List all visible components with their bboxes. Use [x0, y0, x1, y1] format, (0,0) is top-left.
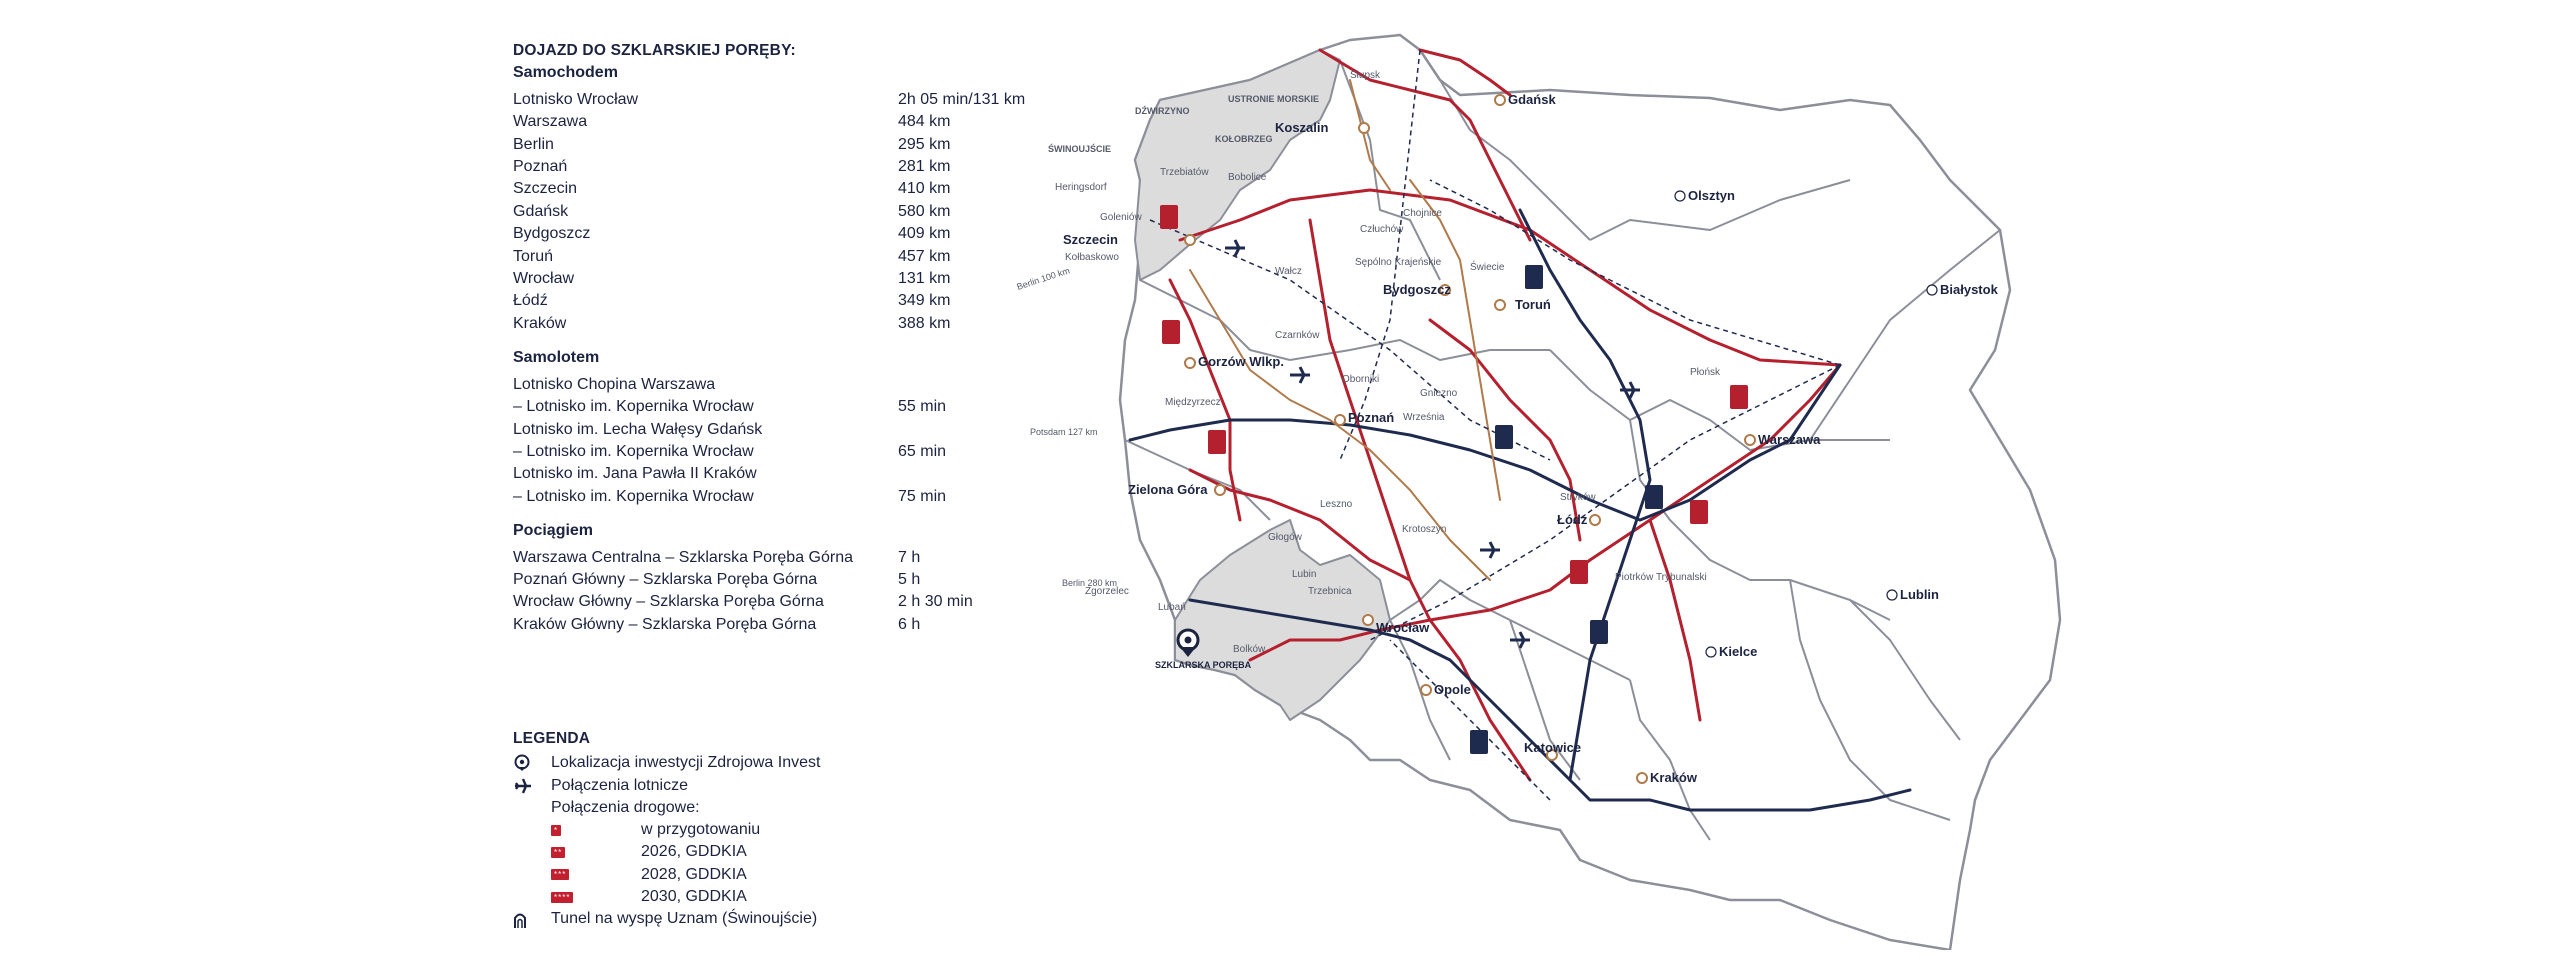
legend-tunnel: [513, 908, 820, 930]
town-label: ŚWINOUJŚCIE: [1048, 144, 1112, 154]
city-label: Koszalin: [1275, 120, 1329, 135]
list-item: Gdańsk 580 km: [513, 202, 951, 220]
highway-navy-icon: [1590, 620, 1608, 644]
legend-road-item: ** 2026, GDDKIA: [513, 841, 820, 863]
list-item: Bydgoszcz 409 km: [513, 225, 951, 243]
city-label: Kielce: [1719, 644, 1758, 659]
city-label: Bydgoszcz: [1383, 282, 1451, 297]
town-label: Oborniki: [1342, 374, 1380, 385]
list-item: Wrocław 131 km: [513, 270, 951, 288]
town-label: Trzebnica: [1308, 586, 1352, 597]
town-label: Międzyrzecz: [1165, 397, 1221, 408]
airplane-icon: [513, 777, 551, 795]
legend-road-item: **** 2030, GDDKIA: [513, 886, 820, 908]
city-label: Kraków: [1650, 770, 1697, 785]
legend-roads-label: Połączenia drogowe:: [551, 798, 700, 816]
city-label: Wrocław: [1376, 620, 1430, 635]
highway-red-icon: [1570, 560, 1588, 584]
highway-red-icon: [1160, 205, 1178, 229]
city-label: Szczecin: [1063, 232, 1118, 247]
legend-road-item: * w przygotowaniu: [513, 819, 820, 841]
city-marker: [1359, 123, 1369, 133]
list-item: Poznań Główny – Szklarska Poręba Górna 5 h: [513, 570, 921, 588]
city-label: Zielona Góra: [1128, 482, 1208, 497]
town-label: Świecie: [1470, 262, 1505, 273]
city-marker: [1745, 435, 1755, 445]
town-label: Trzebiatów: [1160, 167, 1209, 178]
highway-navy-icon: [1645, 485, 1663, 509]
list-item: Warszawa Centralna – Szklarska Poręba Górna 7 h: [513, 548, 921, 566]
city-label: Poznań: [1348, 410, 1395, 425]
road-badge: ****: [551, 892, 573, 903]
town-label: Słupsk: [1350, 70, 1381, 81]
legend-roads: [513, 797, 820, 819]
list-item: Berlin 295 km: [513, 135, 951, 153]
city-marker: [1363, 615, 1373, 625]
town-label: Heringsdorf: [1055, 182, 1107, 193]
list-item: Toruń 457 km: [513, 247, 951, 265]
list-item: – Lotnisko im. Kopernika Wrocław 75 min: [513, 487, 947, 505]
city-marker: [1495, 95, 1505, 105]
town-label: Leszno: [1320, 499, 1353, 510]
list-item: Lotnisko im. Lecha Wałęsy Gdańsk: [513, 420, 763, 438]
city-marker: [1637, 773, 1647, 783]
legend-location-label: Lokalizacja inwestycji Zdrojowa Invest: [551, 754, 821, 772]
city-label: Gdańsk: [1508, 92, 1556, 107]
list-item: Kraków Główny – Szklarska Poręba Górna 6 h: [513, 615, 921, 633]
city-marker: [1421, 685, 1431, 695]
town-label: Zgorzelec: [1085, 586, 1129, 597]
list-item: Kraków 388 km: [513, 314, 951, 332]
plane-rows: [513, 374, 1033, 508]
distance-label: Berlin 280 km: [1062, 578, 1118, 588]
town-label: Stryków: [1560, 492, 1596, 503]
town-label: Lubań: [1158, 602, 1186, 613]
highway-red-icon: [1690, 500, 1708, 524]
town-label: Sępólno Krajeńskie: [1355, 257, 1442, 268]
city-label: Białystok: [1940, 282, 1998, 297]
city-label: Gorzów Wlkp.: [1198, 354, 1284, 369]
highway-red-icon: [1162, 320, 1180, 344]
highway-navy-icon: [1525, 265, 1543, 289]
town-label: DŹWIRZYNO: [1135, 106, 1190, 116]
distance-label: Potsdam 127 km: [1030, 427, 1098, 437]
tunnel-icon: [513, 911, 551, 929]
list-item: Szczecin 410 km: [513, 180, 951, 198]
city-marker: [1590, 515, 1600, 525]
city-label: Opole: [1434, 682, 1471, 697]
list-item: Warszawa 484 km: [513, 113, 951, 131]
legend-location: [513, 752, 820, 774]
town-label: Bolków: [1233, 644, 1266, 655]
town-label: Chojnice: [1403, 208, 1442, 219]
distance-label: Berlin 100 km: [1015, 265, 1071, 292]
town-label: Kołbaskowo: [1065, 252, 1119, 263]
town-label: Płońsk: [1690, 367, 1721, 378]
city-marker: [1215, 485, 1225, 495]
town-label: Września: [1403, 412, 1445, 423]
car-section-title: Samochodem: [513, 64, 618, 82]
highway-red-icon: [1208, 430, 1226, 454]
list-item: Poznań 281 km: [513, 158, 951, 176]
train-rows: [513, 547, 1033, 637]
town-label: Wałcz: [1275, 266, 1302, 277]
town-label: USTRONIE MORSKIE: [1228, 94, 1320, 104]
city-marker: [1335, 415, 1345, 425]
list-item: – Lotnisko im. Kopernika Wrocław 65 min: [513, 442, 947, 460]
plane-section-title: Samolotem: [513, 349, 600, 367]
highway-red-icon: [1730, 385, 1748, 409]
town-label: Krotoszyn: [1402, 524, 1447, 535]
legend-tunnel-label: Tunel na wyspę Uznam (Świnoujście): [551, 910, 818, 928]
travel-info: [513, 40, 1033, 636]
city-marker: [1927, 285, 1937, 295]
highway-navy-icon: [1470, 730, 1488, 754]
car-rows: [513, 89, 1033, 335]
train-section-title: Pociągiem: [513, 522, 594, 540]
list-item: Lotnisko Chopina Warszawa: [513, 375, 716, 393]
town-label: Głogów: [1268, 532, 1302, 543]
location-pin-icon: [513, 754, 551, 772]
list-item: Lotnisko Wrocław 2h 05 min/131 km: [513, 90, 1026, 108]
city-label: Olsztyn: [1688, 188, 1735, 203]
road-badge: **: [551, 847, 565, 858]
city-label: Łódź: [1557, 512, 1588, 527]
legend-flights-label: Połączenia lotnicze: [551, 776, 688, 794]
legend-title: LEGENDA: [513, 730, 591, 747]
list-item: Wrocław Główny – Szklarska Poręba Górna 2 h 30 min: [513, 593, 973, 611]
legend: [513, 728, 820, 931]
list-item: Lotnisko im. Jana Pawła II Kraków: [513, 465, 757, 483]
city-label: Warszawa: [1758, 432, 1821, 447]
road-badge: *: [551, 825, 561, 836]
city-marker: [1887, 590, 1897, 600]
list-item: – Lotnisko im. Kopernika Wrocław 55 min: [513, 398, 947, 416]
town-label: Piotrków Trybunalski: [1615, 572, 1707, 583]
poland-map: [990, 20, 2080, 950]
city-marker: [1495, 300, 1505, 310]
town-label: Człuchów: [1360, 224, 1404, 235]
city-label: Toruń: [1515, 297, 1551, 312]
town-label: Bobolice: [1228, 172, 1267, 183]
town-label: Lubin: [1292, 569, 1317, 580]
city-marker: [1185, 235, 1195, 245]
town-label: Czarnków: [1275, 330, 1320, 341]
city-label: Lublin: [1900, 587, 1939, 602]
city-label: Katowice: [1524, 740, 1582, 755]
info-heading: DOJAZD DO SZKLARSKIEJ PORĘBY:: [513, 42, 796, 59]
highway-navy-icon: [1495, 425, 1513, 449]
legend-road-item: *** 2028, GDDKIA: [513, 864, 820, 886]
list-item: Łódź 349 km: [513, 292, 951, 310]
city-marker: [1675, 191, 1685, 201]
town-label: KOŁOBRZEG: [1215, 134, 1273, 144]
road-badge: ***: [551, 869, 569, 880]
city-label: SZKLARSKA PORĘBA: [1155, 660, 1252, 670]
legend-flights: [513, 775, 820, 797]
town-label: Gniezno: [1420, 388, 1458, 399]
city-marker: [1706, 647, 1716, 657]
town-label: Goleniów: [1100, 212, 1142, 223]
city-marker: [1185, 358, 1195, 368]
